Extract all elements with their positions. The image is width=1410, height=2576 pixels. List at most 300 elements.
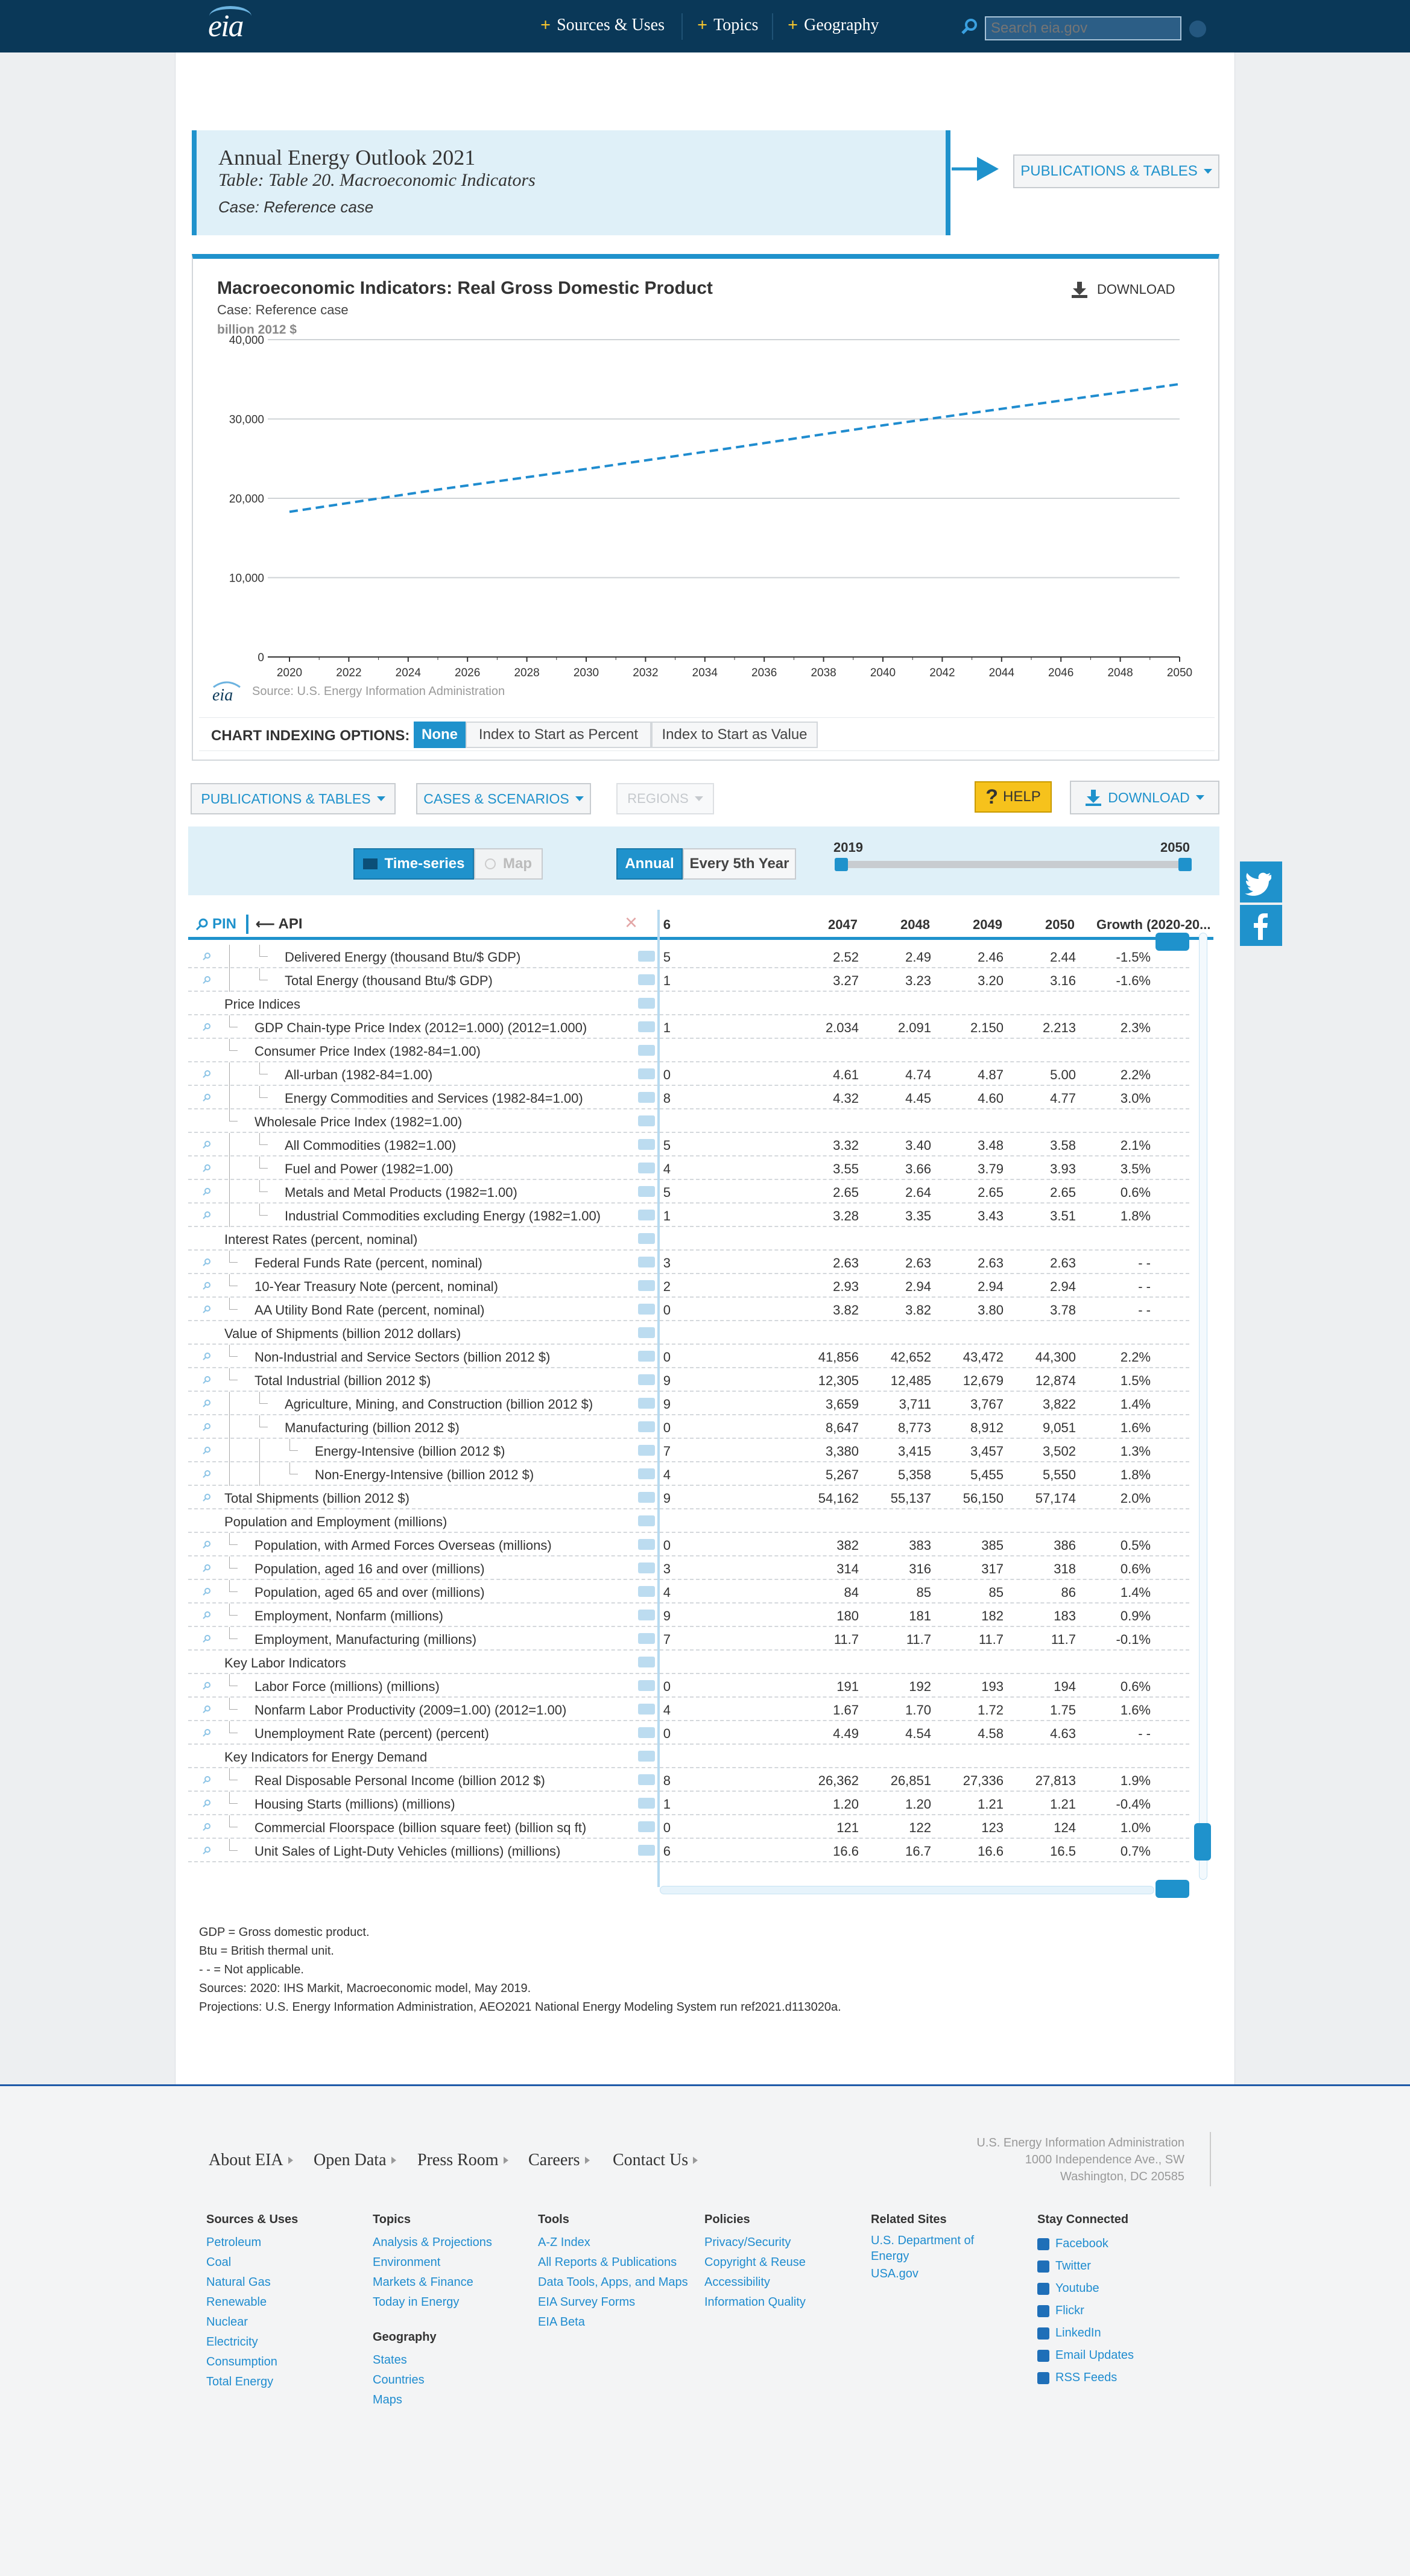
table-row[interactable] — [188, 945, 1189, 968]
cell-value: 121 — [836, 1820, 859, 1835]
cell-value: 11.7 — [978, 1632, 1004, 1647]
sparkline-chart-icon[interactable] — [638, 1727, 655, 1738]
magnify-icon[interactable] — [203, 1493, 211, 1502]
clipped-value: 1 — [663, 1208, 671, 1223]
footer-link[interactable]: States — [373, 2353, 407, 2367]
clipped-value: 0 — [663, 1350, 671, 1365]
x-tick-label: 2026 — [455, 667, 481, 679]
table-row[interactable] — [188, 1768, 1189, 1792]
sparkline-chart-icon[interactable] — [638, 1680, 655, 1691]
cell-value: 193 — [981, 1679, 1004, 1694]
vertical-scroll-thumb[interactable] — [1194, 1823, 1211, 1861]
tree-connector — [259, 1415, 268, 1427]
cell-value: 2.034 — [825, 1020, 859, 1035]
sparkline-chart-icon[interactable] — [638, 1233, 655, 1244]
facebook-icon — [1037, 2238, 1049, 2250]
cell-value: 26,362 — [818, 1773, 859, 1788]
magnify-icon[interactable] — [203, 1140, 211, 1149]
cell-value: 2.52 — [833, 950, 859, 965]
table-row[interactable] — [188, 1604, 1189, 1627]
cell-value: 2.63 — [905, 1255, 931, 1271]
row-label: Key Indicators for Energy Demand — [224, 1750, 428, 1765]
footer-col-connected — [1037, 2213, 1134, 2389]
footer-link-careers[interactable] — [528, 2151, 590, 2170]
table-row[interactable] — [188, 1839, 1189, 1862]
index-percent-button[interactable]: Index to Start as Percent — [466, 722, 651, 748]
tree-connector — [229, 1274, 238, 1286]
clipped-value: 0 — [663, 1726, 671, 1741]
facebook-link[interactable] — [1037, 2233, 1134, 2255]
download-dropdown[interactable] — [1070, 781, 1219, 814]
sparkline-chart-icon[interactable] — [638, 1045, 655, 1056]
magnify-icon[interactable] — [203, 1587, 211, 1596]
cell-value: 3.48 — [978, 1138, 1004, 1153]
sparkline-chart-icon[interactable] — [638, 1586, 655, 1597]
tree-connector — [259, 1392, 268, 1404]
row-label: Agriculture, Mining, and Construction (billion 2012 $) — [285, 1397, 593, 1412]
column-header-2050[interactable]: 2050 — [1045, 917, 1075, 932]
footer-link[interactable]: Total Energy — [206, 2375, 274, 2388]
table-row[interactable] — [188, 1015, 1189, 1039]
tree-connector — [229, 1580, 238, 1592]
help-button[interactable] — [975, 781, 1052, 813]
cell-value: 11.7 — [833, 1632, 859, 1647]
slider-start-handle[interactable] — [835, 858, 848, 871]
row-label: Unemployment Rate (percent) (percent) — [254, 1726, 489, 1741]
sparkline-chart-icon[interactable] — [638, 1562, 655, 1573]
cell-value: 8,912 — [970, 1420, 1004, 1435]
cell-value: 2.93 — [833, 1279, 859, 1294]
sparkline-chart-icon[interactable] — [638, 1374, 655, 1385]
footer-link[interactable]: Information Quality — [704, 2295, 806, 2309]
tree-connector — [259, 1062, 268, 1074]
cell-value: 85 — [916, 1585, 931, 1600]
tree-connector — [229, 1792, 238, 1804]
slider-end-label: 2050 — [1160, 840, 1190, 855]
tree-connector — [229, 1768, 238, 1780]
sparkline-chart-icon[interactable] — [638, 1210, 655, 1220]
cell-value: 1.21 — [978, 1797, 1004, 1812]
sparkline-chart-icon[interactable] — [638, 1421, 655, 1432]
row-label: Non-Industrial and Service Sectors (billion 2012 $) — [254, 1350, 551, 1365]
footer-link[interactable]: Today in Energy — [373, 2295, 460, 2309]
cell-value: 314 — [836, 1561, 859, 1576]
tree-connector — [229, 1015, 238, 1027]
eia-logo[interactable] — [208, 8, 256, 45]
table-row[interactable] — [188, 1580, 1189, 1604]
table-row[interactable] — [188, 968, 1189, 992]
row-label: Employment, Nonfarm (millions) — [254, 1608, 443, 1623]
flickr-link[interactable] — [1037, 2300, 1134, 2322]
magnify-icon[interactable] — [203, 1164, 211, 1172]
footer-link[interactable]: USA.gov — [871, 2267, 918, 2280]
sparkline-chart-icon[interactable] — [638, 1774, 655, 1785]
horizontal-scrollbar[interactable] — [660, 1886, 1154, 1894]
magnify-icon[interactable] — [203, 1305, 211, 1313]
table-row[interactable] — [188, 1274, 1189, 1298]
sparkline-chart-icon[interactable] — [638, 1492, 655, 1503]
table-row[interactable] — [188, 1321, 1189, 1345]
sparkline-chart-icon[interactable] — [638, 1351, 655, 1362]
sparkline-chart-icon[interactable] — [638, 1468, 655, 1479]
twitter-share-button[interactable] — [1240, 861, 1282, 903]
sparkline-chart-icon[interactable] — [638, 1280, 655, 1291]
api-button[interactable] — [256, 916, 303, 933]
footer-link[interactable]: A-Z Index — [538, 2236, 590, 2249]
footer-link-open-data[interactable] — [314, 2151, 396, 2170]
table-row[interactable] — [188, 1345, 1189, 1368]
footer-link[interactable]: Nuclear — [206, 2315, 248, 2329]
social-label: Twitter — [1055, 2259, 1091, 2273]
youtube-link[interactable] — [1037, 2277, 1134, 2300]
button-label: REGIONS — [627, 791, 689, 806]
row-label: Employment, Manufacturing (millions) — [254, 1632, 477, 1647]
x-tick-label: 2020 — [276, 667, 303, 679]
magnify-icon[interactable] — [203, 1728, 211, 1737]
cell-growth: 0.9% — [1120, 1608, 1151, 1623]
table-row[interactable] — [188, 1486, 1189, 1509]
table-row[interactable] — [188, 1698, 1189, 1721]
table-row[interactable] — [188, 1556, 1189, 1580]
magnify-icon[interactable] — [203, 1093, 211, 1102]
cell-value: 3,767 — [970, 1397, 1004, 1412]
table-row[interactable] — [188, 1039, 1189, 1062]
index-none-button[interactable]: None — [414, 722, 466, 748]
cell-value: 3.23 — [905, 973, 931, 988]
case-name: Case: Reference case — [218, 198, 374, 216]
email-icon — [1037, 2350, 1049, 2362]
table-row[interactable] — [188, 1815, 1189, 1839]
clipped-value: 4 — [663, 1702, 671, 1718]
magnify-icon[interactable] — [203, 1470, 211, 1478]
row-label: Population, aged 16 and over (millions) — [254, 1561, 485, 1576]
table-row[interactable] — [188, 1415, 1189, 1439]
nav-geography[interactable] — [788, 16, 879, 35]
table-row[interactable] — [188, 1204, 1189, 1227]
table-row[interactable] — [188, 1109, 1189, 1133]
magnify-icon[interactable] — [203, 1375, 211, 1384]
tree-connector — [229, 1156, 238, 1180]
cell-value: 3.79 — [978, 1161, 1004, 1176]
footer-link[interactable]: All Reports & Publications — [538, 2256, 677, 2269]
table-row[interactable] — [188, 1086, 1189, 1109]
cell-value: 3.27 — [833, 973, 859, 988]
row-label: Delivered Energy (thousand Btu/$ GDP) — [285, 950, 521, 965]
cell-growth: 0.7% — [1120, 1844, 1151, 1859]
magnify-icon[interactable] — [203, 1281, 211, 1290]
magnify-icon[interactable] — [203, 1423, 211, 1431]
chart-download-button[interactable] — [1070, 281, 1175, 299]
clipped-value: 0 — [663, 1679, 671, 1694]
chevron-right-icon — [693, 2157, 698, 2164]
footer-link[interactable]: U.S. Department of Energy — [871, 2234, 975, 2263]
sparkline-chart-icon[interactable] — [638, 1068, 655, 1079]
twitter-link[interactable] — [1037, 2255, 1134, 2277]
sparkline-chart-icon[interactable] — [638, 1163, 655, 1173]
sparkline-chart-icon[interactable] — [638, 1021, 655, 1032]
rss-link[interactable] — [1037, 2367, 1134, 2389]
footer-link[interactable]: Countries — [373, 2373, 425, 2387]
footer-link[interactable]: EIA Survey Forms — [538, 2295, 636, 2309]
clipped-value: 4 — [663, 1161, 671, 1176]
sparkline-chart-icon[interactable] — [638, 1445, 655, 1456]
annual-toggle[interactable]: Annual — [616, 848, 683, 880]
cell-value: 2.94 — [978, 1279, 1004, 1294]
cell-value: 84 — [844, 1585, 859, 1600]
email-updates-link[interactable] — [1037, 2344, 1134, 2367]
tree-connector — [229, 1462, 238, 1486]
sparkline-chart-icon[interactable] — [638, 1821, 655, 1832]
x-tick-label: 2046 — [1048, 667, 1074, 679]
social-label: Youtube — [1055, 2282, 1099, 2295]
cell-value: 3,822 — [1042, 1397, 1076, 1412]
table-row[interactable] — [188, 1651, 1189, 1674]
row-label: AA Utility Bond Rate (percent, nominal) — [254, 1302, 485, 1318]
linkedin-link[interactable] — [1037, 2322, 1134, 2344]
magnify-icon[interactable] — [203, 1070, 211, 1078]
row-label: Nonfarm Labor Productivity (2009=1.00) (2012=1.00) — [254, 1702, 567, 1718]
table-row[interactable] — [188, 1533, 1189, 1556]
magnify-icon[interactable] — [203, 976, 211, 984]
magnify-icon[interactable] — [203, 1634, 211, 1643]
magnify-icon[interactable] — [203, 1705, 211, 1713]
table-row[interactable] — [188, 1133, 1189, 1156]
publications-tables-dropdown[interactable] — [191, 783, 396, 814]
magnify-icon[interactable] — [203, 1258, 211, 1266]
cell-value: 191 — [836, 1679, 859, 1694]
column-header-2049[interactable]: 2049 — [973, 917, 1002, 932]
footer-link[interactable]: Privacy/Security — [704, 2236, 791, 2249]
row-label: Unit Sales of Light-Duty Vehicles (millions) (millions) — [254, 1844, 561, 1859]
tree-connector — [229, 968, 238, 992]
tree-connector — [259, 1462, 268, 1486]
magnify-icon[interactable] — [203, 1564, 211, 1572]
clipped-value: 0 — [663, 1538, 671, 1553]
table-row[interactable] — [188, 1462, 1189, 1486]
vertical-scrollbar[interactable] — [1199, 933, 1207, 1880]
row-label: Commercial Floorspace (billion square feet) (billion sq ft) — [254, 1820, 587, 1835]
cell-value: 3.55 — [833, 1161, 859, 1176]
sparkline-chart-icon[interactable] — [638, 951, 655, 962]
cell-value: 3.40 — [905, 1138, 931, 1153]
cell-value: 385 — [981, 1538, 1004, 1553]
table-row[interactable] — [188, 1392, 1189, 1415]
tree-connector — [259, 1439, 268, 1462]
map-toggle[interactable] — [474, 848, 543, 880]
search-icon[interactable] — [961, 18, 978, 35]
sparkline-chart-icon[interactable] — [638, 1092, 655, 1103]
tree-connector — [229, 1627, 238, 1639]
cell-value: 54,162 — [818, 1491, 859, 1506]
publications-tables-button[interactable] — [1013, 154, 1219, 188]
cell-value: 5,455 — [970, 1467, 1004, 1482]
cell-value: 1.20 — [833, 1797, 859, 1812]
eia-logo-small — [210, 679, 244, 703]
magnify-icon[interactable] — [203, 1775, 211, 1784]
youtube-icon — [1037, 2283, 1049, 2295]
row-label: Non-Energy-Intensive (billion 2012 $) — [315, 1467, 534, 1482]
magnify-icon[interactable] — [203, 1187, 211, 1196]
tree-connector — [229, 1062, 238, 1086]
logo-text: eia — [208, 9, 243, 43]
site-footer — [0, 2084, 1410, 2576]
row-label: Labor Force (millions) (millions) — [254, 1679, 440, 1694]
sparkline-chart-icon[interactable] — [638, 1186, 655, 1197]
footer-link[interactable]: Consumption — [206, 2355, 277, 2368]
x-tick-label: 2022 — [336, 667, 362, 679]
sparkline-chart-icon[interactable] — [638, 1539, 655, 1550]
sparkline-chart-icon[interactable] — [638, 1115, 655, 1126]
magnify-icon[interactable] — [203, 1446, 211, 1455]
social-label: RSS Feeds — [1055, 2371, 1118, 2384]
magnify-icon[interactable] — [203, 1846, 211, 1854]
pin-button[interactable] — [195, 916, 236, 933]
cell-value: 3.43 — [978, 1208, 1004, 1223]
horizontal-scroll-buttons-bottom[interactable] — [1156, 1880, 1189, 1898]
every-5th-year-toggle[interactable]: Every 5th Year — [683, 848, 796, 880]
magnify-icon[interactable] — [203, 1799, 211, 1807]
table-row[interactable] — [188, 1062, 1189, 1086]
x-tick-label: 2028 — [514, 667, 540, 679]
magnify-icon[interactable] — [203, 1611, 211, 1619]
footer-link-about[interactable] — [209, 2151, 293, 2170]
nav-sources-uses[interactable] — [540, 16, 665, 35]
regions-dropdown[interactable] — [616, 783, 714, 814]
table-row[interactable] — [188, 1509, 1189, 1533]
column-header-2047[interactable]: 2047 — [828, 917, 858, 932]
footer-link[interactable]: Accessibility — [704, 2276, 770, 2289]
cell-growth: 0.6% — [1120, 1185, 1151, 1200]
footer-link[interactable]: Natural Gas — [206, 2276, 271, 2289]
footer-link[interactable]: Petroleum — [206, 2236, 262, 2249]
sparkline-chart-icon[interactable] — [638, 1515, 655, 1526]
slider-start-label: 2019 — [833, 840, 863, 855]
table-row[interactable] — [188, 1674, 1189, 1698]
footer-link[interactable]: Maps — [373, 2393, 402, 2406]
table-row[interactable] — [188, 1227, 1189, 1251]
magnify-icon[interactable] — [203, 1399, 211, 1407]
sparkline-chart-icon[interactable] — [638, 1704, 655, 1715]
clipped-value: 9 — [663, 1397, 671, 1412]
sparkline-chart-icon[interactable] — [638, 1327, 655, 1338]
table-row[interactable] — [188, 1298, 1189, 1321]
close-icon[interactable]: × — [625, 910, 638, 934]
cell-value: 3.93 — [1050, 1161, 1076, 1176]
clipped-value: 5 — [663, 1138, 671, 1153]
magnify-icon[interactable] — [203, 1681, 211, 1690]
footer-link-contact[interactable] — [613, 2151, 698, 2170]
sparkline-chart-icon[interactable] — [638, 1398, 655, 1409]
magnify-icon[interactable] — [203, 952, 211, 960]
column-header-growth[interactable]: Growth (2020-20... — [1096, 917, 1211, 932]
globe-icon — [485, 858, 496, 869]
cell-growth: 3.5% — [1120, 1161, 1151, 1176]
sparkline-chart-icon[interactable] — [638, 1139, 655, 1150]
footer-link[interactable]: Data Tools, Apps, and Maps — [538, 2276, 688, 2289]
sparkline-chart-icon[interactable] — [638, 1257, 655, 1267]
table-row[interactable] — [188, 1721, 1189, 1745]
twitter-icon — [1240, 861, 1282, 903]
footer-link[interactable]: EIA Beta — [538, 2315, 585, 2329]
table-row[interactable] — [188, 1627, 1189, 1651]
cell-value: 16.6 — [833, 1844, 859, 1859]
slider-end-handle[interactable] — [1178, 858, 1192, 871]
index-value-button[interactable]: Index to Start as Value — [651, 722, 818, 748]
timeseries-toggle[interactable] — [353, 848, 474, 880]
footer-link[interactable]: Renewable — [206, 2295, 267, 2309]
nav-topics[interactable] — [697, 16, 758, 35]
magnify-icon[interactable] — [203, 1211, 211, 1219]
table-row[interactable] — [188, 1439, 1189, 1462]
table-row[interactable] — [188, 1180, 1189, 1204]
column-header-2048[interactable]: 2048 — [900, 917, 930, 932]
tree-connector — [259, 1156, 268, 1169]
cell-value: 12,305 — [818, 1373, 859, 1388]
table-row[interactable] — [188, 1251, 1189, 1274]
sparkline-chart-icon[interactable] — [638, 1633, 655, 1644]
sparkline-chart-icon[interactable] — [638, 1657, 655, 1667]
cell-value: 382 — [836, 1538, 859, 1553]
footer-col-sources — [206, 2213, 298, 2392]
footer-link[interactable]: Copyright & Reuse — [704, 2256, 806, 2269]
sparkline-chart-icon[interactable] — [638, 1610, 655, 1620]
search-submit-button[interactable] — [1189, 21, 1206, 37]
cell-growth: 2.2% — [1120, 1067, 1151, 1082]
footer-link[interactable]: Analysis & Projections — [373, 2236, 492, 2249]
cell-value: 2.63 — [1050, 1255, 1076, 1271]
table-row[interactable] — [188, 1368, 1189, 1392]
table-row[interactable] — [188, 1792, 1189, 1815]
sparkline-chart-icon[interactable] — [638, 1798, 655, 1809]
table-row[interactable] — [188, 1745, 1189, 1768]
cell-value: 2.46 — [978, 950, 1004, 965]
magnify-icon[interactable] — [203, 1023, 211, 1031]
sparkline-chart-icon[interactable] — [638, 998, 655, 1009]
social-label: LinkedIn — [1055, 2326, 1101, 2340]
table-row[interactable] — [188, 992, 1189, 1015]
sparkline-chart-icon[interactable] — [638, 1304, 655, 1315]
footer-link-press-room[interactable] — [417, 2151, 508, 2170]
magnify-icon[interactable] — [203, 1352, 211, 1360]
tree-connector — [229, 1533, 238, 1545]
magnify-icon[interactable] — [203, 1540, 211, 1549]
clipped-value: 7 — [663, 1632, 671, 1647]
cases-scenarios-dropdown[interactable] — [416, 783, 591, 814]
footer-link[interactable]: Coal — [206, 2256, 232, 2269]
year-range-slider[interactable] — [838, 861, 1192, 868]
sparkline-chart-icon[interactable] — [638, 974, 655, 985]
sparkline-chart-icon[interactable] — [638, 1845, 655, 1856]
cell-value: 1.70 — [905, 1702, 931, 1718]
row-label: Total Shipments (billion 2012 $) — [224, 1491, 409, 1506]
nav-label: Sources & Uses — [557, 16, 665, 34]
x-tick-label: 2030 — [573, 667, 599, 679]
magnify-icon[interactable] — [203, 1823, 211, 1831]
table-row[interactable] — [188, 1156, 1189, 1180]
footer-link[interactable]: Electricity — [206, 2335, 258, 2349]
y-tick-label: 10,000 — [229, 572, 264, 585]
footer-link[interactable]: Markets & Finance — [373, 2276, 473, 2289]
svg-text:eia: eia — [212, 686, 233, 703]
cell-value: 123 — [981, 1820, 1004, 1835]
cell-value: 2.65 — [978, 1185, 1004, 1200]
sparkline-chart-icon[interactable] — [638, 1751, 655, 1762]
footer-link[interactable]: Environment — [373, 2256, 441, 2269]
search-input[interactable] — [985, 16, 1181, 40]
cell-value: 183 — [1054, 1608, 1076, 1623]
nav-label: Topics — [713, 16, 759, 34]
table-name: Table: Table 20. Macroeconomic Indicators — [218, 170, 536, 190]
